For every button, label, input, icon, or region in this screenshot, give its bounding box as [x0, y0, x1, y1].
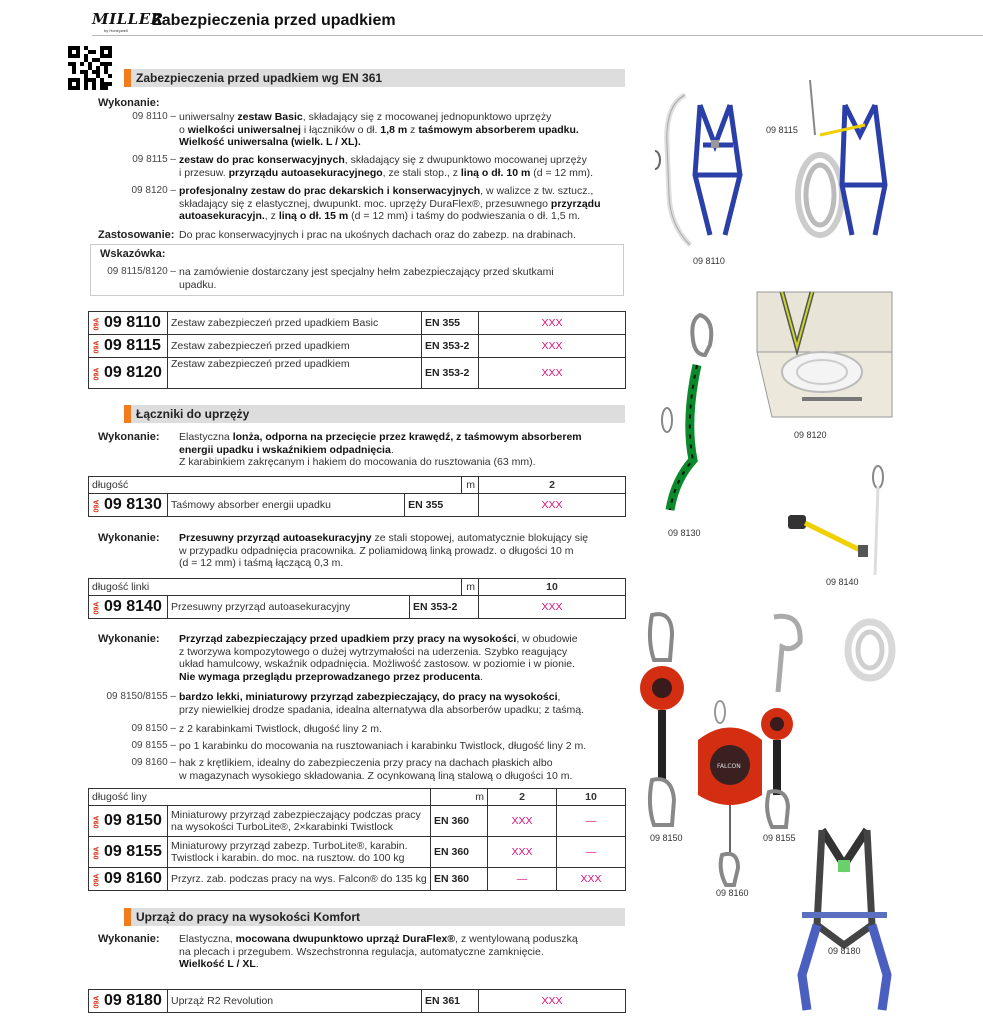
product-number-text: 09 8110 [104, 314, 161, 331]
catalog-badge: 09A [93, 873, 101, 887]
product-norm: EN 355 [405, 494, 479, 517]
product-price: XXX [479, 596, 626, 619]
falcon-label: FALCON [717, 763, 741, 770]
price-2m: XXX [488, 837, 557, 868]
product-desc: Przyrz. zab. podczas pracy na wys. Falcon® do 135 kg [168, 868, 431, 891]
wysokosc-description [179, 633, 578, 683]
fig-label-098150: 09 8150 [650, 833, 683, 843]
text-line: z tworzywa kompozytowego o dużej wytrzymałości na uderzenia. Szybko reagujący [179, 645, 568, 658]
turbolite-scaffold-image [752, 612, 812, 832]
przesuwny-description [179, 532, 588, 570]
text-line: składający się z elastycznej, dwupunkt. moc. uprzęży DuraFlex®, przesuwnego przyrządu [179, 197, 601, 210]
product-desc: Miniaturowy przyrząd zabezpieczający podczas pracy na wysokości TurboLite®, 2×karabinki Twistlock [168, 806, 431, 837]
price-10m: — [557, 837, 626, 868]
item-text [179, 757, 572, 782]
product-norm: EN 360 [431, 806, 488, 837]
fig-label-098120: 09 8120 [794, 430, 827, 440]
table-row [89, 806, 626, 837]
text-line: energii upadku i wskaźnikiem odpadnięcia. [179, 443, 394, 456]
catalog-badge: 09A [93, 340, 101, 354]
lanyard-image [655, 310, 725, 525]
product-norm: EN 360 [431, 868, 488, 891]
section-header-komfort: Uprząż do pracy na wysokości Komfort [124, 908, 625, 926]
fig-label-098130: 09 8130 [668, 528, 701, 538]
price-2m: XXX [488, 806, 557, 837]
item-text [179, 740, 586, 753]
text-line: w magazynach wysokiego składowania. Z ocynkowaną liną stalową o długości 10 m. [179, 769, 573, 782]
product-price: XXX [479, 335, 626, 358]
item-code: 09 8160 – [131, 757, 176, 768]
product-desc: Uprząż R2 Revolution [168, 990, 422, 1013]
item-text [179, 691, 584, 716]
item-code: 09 8150/8155 – [106, 691, 176, 702]
label-wykonanie-4: Wykonanie: [98, 633, 160, 645]
text-line: na zamówienie dostarczany jest specjalny hełm zabezpieczający przed skutkami [179, 266, 554, 278]
product-number[interactable] [89, 868, 168, 891]
product-desc: Przesuwny przyrząd autoasekuracyjny [168, 596, 410, 619]
product-price: XXX [479, 358, 626, 389]
section-header-lacznik: Łączniki do uprzęży [124, 405, 625, 423]
zastosowanie-text: Do prac konserwacyjnych i prac na ukośnych dachach oraz do zabezp. na drabinach. [179, 229, 576, 241]
label-wykonanie-5: Wykonanie: [98, 933, 160, 945]
item-text [179, 111, 579, 149]
item-code: 09 8155 – [131, 740, 176, 751]
note-code: 09 8115/8120 – [107, 266, 176, 277]
label-wskazowka: Wskazówka: [100, 248, 166, 260]
catalog-badge: 09A [93, 367, 101, 381]
note-text [179, 266, 554, 291]
text-line: bardzo lekki, miniaturowy przyrząd zabezpieczający, do pracy na wysokości, [179, 691, 561, 703]
col-header-dlugosc-liny: długość liny [89, 789, 431, 806]
r2-harness-image [792, 825, 897, 1020]
text-line: na plecach i przegubem. Wszechstronna regulacja, automatyczne zamknięcie. [179, 945, 544, 958]
fig-label-098110: 09 8110 [693, 256, 725, 266]
catalog-badge: 09A [93, 317, 101, 331]
text-line: w przypadku odpadnięcia pracownika. Z poliamidową linką prowadz. o długości 10 m [179, 544, 574, 557]
label-zastosowanie: Zastosowanie: [98, 229, 175, 241]
page-title: Zabezpieczenia przed upadkiem [152, 12, 396, 29]
col-header-2: 2 [488, 789, 557, 806]
product-desc: Miniaturowy przyrząd zabezp. TurboLite®, karabin. Twistlock i karabin. do moc. na rusztow. do 100 kg [168, 837, 431, 868]
text-line: z 2 karabinkami Twistlock, długość liny 2 m. [179, 723, 382, 735]
text-line: Elastyczna, mocowana dwupunktowo uprząż DuraFlex®, z wentylowaną poduszką [179, 933, 578, 945]
product-norm: EN 355 [422, 312, 479, 335]
turbolite-twistlock-image [632, 610, 692, 835]
unit-m: m [431, 789, 488, 806]
label-wykonanie: Wykonanie: [98, 97, 160, 109]
unit-m: m [462, 477, 479, 494]
product-desc: Zestaw zabezpieczeń przed upadkiem [168, 335, 422, 358]
table-row [89, 358, 626, 389]
text-line: profesjonalny zestaw do prac dekarskich i konserwacyjnych, w walizce z tw. sztucz., [179, 185, 594, 197]
catalog-badge: 09A [93, 846, 101, 860]
qr-code-icon [68, 46, 112, 90]
col-header-dlugosc-linki: długość linki [89, 579, 462, 596]
product-number[interactable] [89, 806, 168, 837]
product-table-4 [88, 788, 626, 891]
item-code: 09 8110 – [132, 111, 176, 122]
text-line: po 1 karabinku do mocowania na rusztowaniach i karabinku Twistlock, długość liny 2 m. [179, 740, 587, 752]
price-10m: XXX [557, 868, 626, 891]
table-row [89, 868, 626, 891]
unit-m: m [462, 579, 479, 596]
product-number[interactable] [89, 358, 168, 389]
catalog-badge: 09A [93, 815, 101, 829]
product-number[interactable] [89, 837, 168, 868]
harness-basic-image [655, 85, 775, 260]
label-wykonanie-3: Wykonanie: [98, 532, 160, 544]
text-line: Elastyczna lonża, odporna na przecięcie przez krawędź, z taśmowym absorberem [179, 431, 582, 443]
section-header-en361: Zabezpieczenia przed upadkiem wg EN 361 [124, 69, 625, 87]
item-code: 09 8150 – [131, 723, 176, 734]
product-norm: EN 361 [422, 990, 479, 1013]
product-number[interactable]: 09A 09 8180 [89, 990, 168, 1013]
text-line: Nie wymaga przeglądu przeprowadzanego przez producenta. [179, 670, 483, 683]
product-number-text: 09 8160 [104, 870, 162, 887]
product-price: XXX [479, 990, 626, 1013]
product-number-text: 09 8115 [104, 337, 161, 354]
fig-label-098180: 09 8180 [828, 946, 861, 956]
text-line: Z karabinkiem zakręcanym i hakiem do mocowania do rusztowania (63 mm). [179, 456, 536, 468]
text-line: układ hamulcowy, wskaźnik odpadnięcia. Możliwość zastosow. w poziomie i w pionie. [179, 658, 576, 670]
header-divider [92, 35, 983, 36]
text-line: i przesuw. przyrządu autoasekuracyjnego, ze stali stop., z liną o dł. 10 m (d = 12 mm). [179, 166, 594, 179]
text-line: przy niewielkiej drodze spadania, idealna alternatywa dla absorberów upadku; z taśmą. [179, 703, 585, 716]
product-price: XXX [479, 494, 626, 517]
item-text [179, 154, 593, 179]
product-desc: Zestaw zabezpieczeń przed upadkiem [168, 358, 422, 389]
product-table-3 [88, 578, 626, 619]
product-number-text: 09 8155 [104, 843, 162, 860]
table-row [89, 335, 626, 358]
col-header-10: 10 [557, 789, 626, 806]
product-desc: Taśmowy absorber energii upadku [168, 494, 405, 517]
col-header-length-2: 2 [479, 477, 626, 494]
brand-logo-sub: by Honeywell [104, 28, 128, 33]
product-norm: EN 353-2 [422, 358, 479, 389]
text-line: Przesuwny przyrząd autoasekuracyjny ze stali stopowej, automatycznie blokujący się [179, 532, 589, 544]
product-norm: EN 353-2 [410, 596, 479, 619]
text-line: (d = 12 mm) i taśmą łączącą 0,3 m. [179, 557, 344, 569]
text-line: autoasekuracyjn., z liną o dł. 15 m (d = 12 mm) i taśmy do podwieszania o dł. 1,5 m. [179, 210, 581, 222]
fig-label-098140: 09 8140 [826, 577, 859, 587]
item-text [179, 185, 601, 223]
text-line: Wielkość L / XL. [179, 958, 259, 970]
case-kit-image [752, 287, 897, 427]
product-number[interactable] [89, 312, 168, 335]
product-norm: EN 353-2 [422, 335, 479, 358]
product-table-1 [88, 311, 626, 389]
item-text [179, 723, 382, 736]
fig-label-098115: 09 8115 [766, 125, 798, 135]
label-wykonanie-2: Wykonanie: [98, 431, 160, 443]
text-line: upadku. [179, 278, 217, 291]
text-line: Przyrząd zabezpieczający przed upadkiem przy pracy na wysokości, w obudowie [179, 633, 578, 645]
item-code: 09 8115 – [132, 154, 176, 165]
fig-label-098160: 09 8160 [716, 888, 749, 898]
text-line: zestaw do prac konserwacyjnych, składający się z dwupunktowo mocowanej uprzęży [179, 154, 587, 166]
col-header-dlugosc: długość [89, 477, 462, 494]
product-norm: EN 360 [431, 837, 488, 868]
product-number-text: 09 8150 [104, 812, 162, 829]
price-2m: — [488, 868, 557, 891]
text-line: uniwersalny zestaw Basic, składający się z mocowanej jednopunktowo uprzęży [179, 111, 552, 123]
text-line: o wielkości uniwersalnej i łączników o dł. 1,8 m z taśmowym absorberem upadku. [179, 123, 579, 136]
lonza-description [179, 431, 582, 469]
product-number-text: 09 8120 [104, 364, 162, 381]
product-desc: Zestaw zabezpieczeń przed upadkiem Basic [168, 312, 422, 335]
product-table-2 [88, 476, 626, 517]
fig-label-098155: 09 8155 [763, 833, 796, 843]
table-row [89, 312, 626, 335]
product-number[interactable]: 09A 09 8130 [89, 494, 168, 517]
product-table-5 [88, 989, 626, 1013]
product-number[interactable]: 09A 09 8140 [89, 596, 168, 619]
brand-logo: MILLER [92, 10, 164, 28]
product-price: XXX [479, 312, 626, 335]
product-number[interactable] [89, 335, 168, 358]
text-line: hak z krętlikiem, idealny do zabezpieczenia przy pracy na dachach płaskich albo [179, 757, 553, 769]
komfort-description [179, 933, 578, 971]
harness-rope-image [790, 75, 900, 255]
text-line: Wielkość uniwersalna (wielk. L / XL). [179, 136, 361, 148]
price-10m: — [557, 806, 626, 837]
item-code: 09 8120 – [131, 185, 176, 196]
table-row [89, 837, 626, 868]
col-header-length-10: 10 [479, 579, 626, 596]
